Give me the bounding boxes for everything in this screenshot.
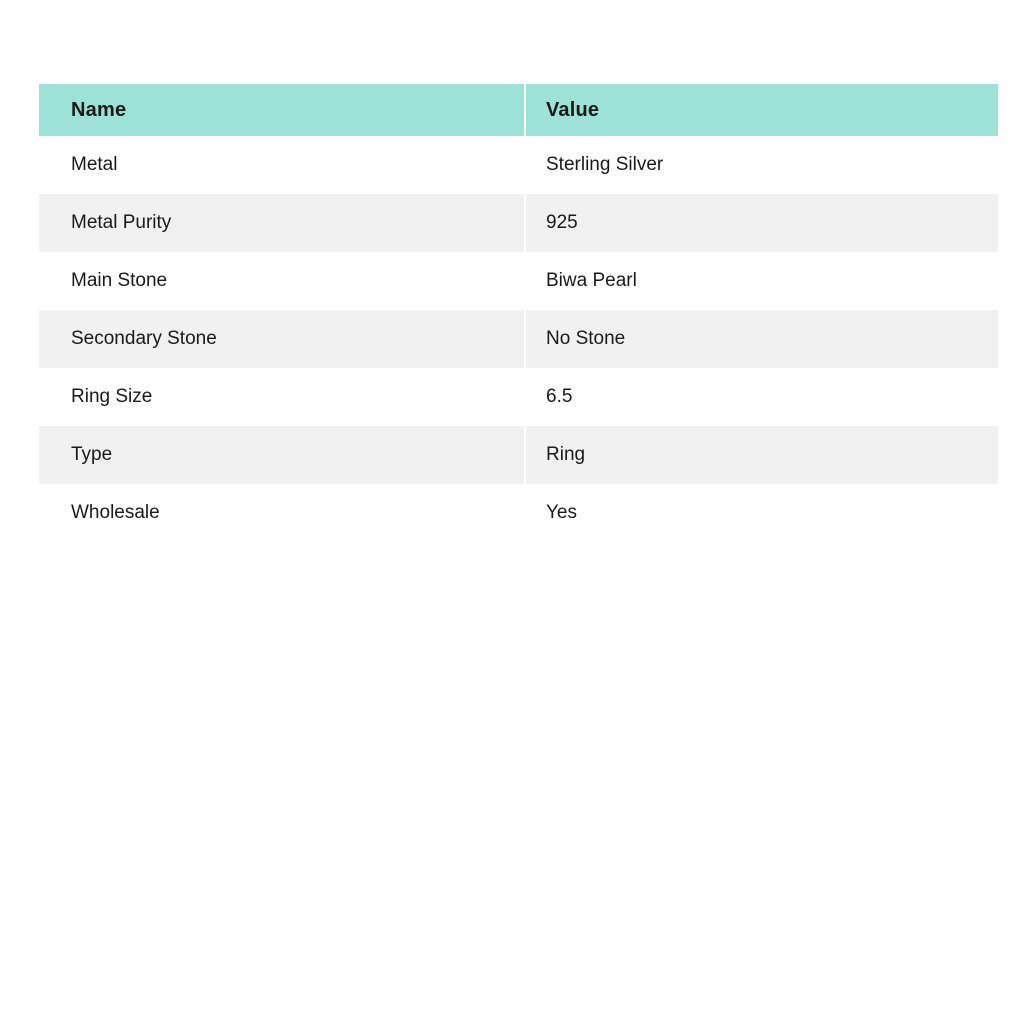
- table-header-row: [39, 84, 998, 136]
- table-row: [39, 426, 998, 484]
- attribute-value-cell: 925: [526, 194, 998, 252]
- table-row: [39, 368, 998, 426]
- table-row: [39, 136, 998, 194]
- table-body: [39, 136, 998, 542]
- attribute-name-cell: Wholesale: [39, 484, 524, 542]
- attributes-table: [37, 84, 1000, 542]
- attribute-value-cell: Yes: [526, 484, 998, 542]
- attribute-name-cell: Metal: [39, 136, 524, 194]
- table-row: [39, 310, 998, 368]
- attribute-name-cell: Metal Purity: [39, 194, 524, 252]
- attribute-name-cell: Ring Size: [39, 368, 524, 426]
- attribute-value-cell: Biwa Pearl: [526, 252, 998, 310]
- attribute-value-cell: No Stone: [526, 310, 998, 368]
- attribute-value-cell: 6.5: [526, 368, 998, 426]
- column-header-name: Name: [39, 84, 524, 136]
- attribute-name-cell: Type: [39, 426, 524, 484]
- table-row: [39, 252, 998, 310]
- attribute-value-cell: Sterling Silver: [526, 136, 998, 194]
- table-header: [39, 84, 998, 136]
- column-header-value: Value: [526, 84, 998, 136]
- attribute-value-cell: Ring: [526, 426, 998, 484]
- attribute-name-cell: Main Stone: [39, 252, 524, 310]
- table-row: [39, 484, 998, 542]
- table-row: [39, 194, 998, 252]
- attribute-name-cell: Secondary Stone: [39, 310, 524, 368]
